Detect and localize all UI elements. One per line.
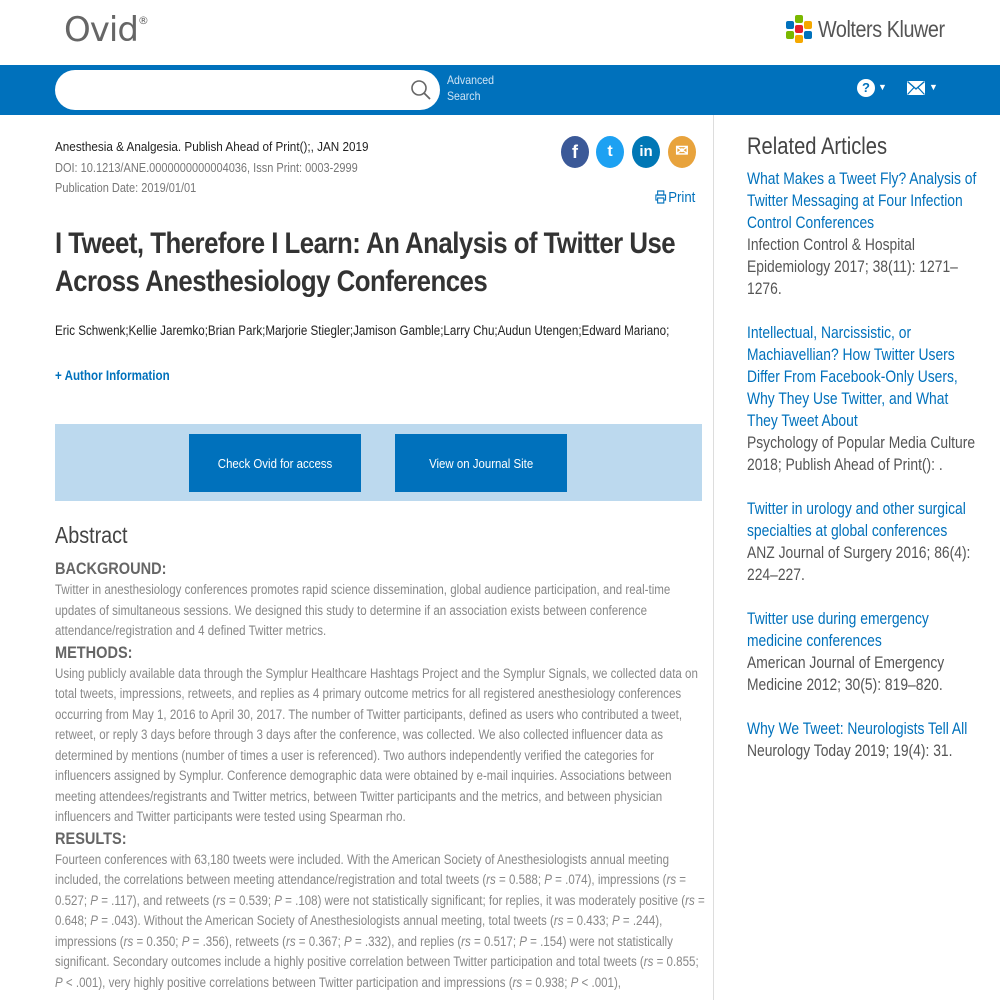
author-list: Eric Schwenk;Kellie Jaremko;Brian Park;Marjorie Stiegler;Jamison Gamble;Larry Chu;Audun Utengen;Edward Mariano; [55, 323, 670, 338]
related-article-link[interactable]: Twitter use during emergency medicine conferences [747, 610, 929, 650]
search-bar [0, 65, 1000, 115]
wolters-kluwer-logo[interactable] [786, 14, 965, 44]
help-icon[interactable]: ? [857, 79, 875, 97]
related-article-source: ANZ Journal of Surgery 2016; 86(4): 224–227. [747, 544, 971, 584]
sidebar-divider [713, 115, 714, 1000]
results-text: Fourteen conferences with 63,180 tweets were included. With the American Society of Anesthesiologists annual meeting included, the correlations between meeting attendance/registration and total tweets (rs = 0.588; P = .074), impressions (rs = 0.527; P = .117), and retweets (rs = 0.539; P = .108) were not statistically significant; for replies, it was moderately positive (rs = 0.648; P = .043). Without the American Society of Anesthesiologists annual meeting, total tweets (rs = 0.433; P = .244), impressions (rs = 0.350; P = .356), retweets (rs = 0.367; P = .332), and replies (rs = 0.517; P = .154) were not statistically significant. Secondary outcomes include a highly positive correlation between Twitter participation and total tweets (rs = 0.855; P < .001), very highly positive correlations between Twitter participation and impressions (rs = 0.938; P < .001), [55, 851, 705, 990]
print-button[interactable] [655, 189, 695, 206]
mail-icon[interactable] [907, 81, 925, 95]
related-articles-title: Related Articles [747, 133, 888, 160]
related-article-link[interactable]: Why We Tweet: Neurologists Tell All [747, 720, 968, 738]
help-caret-icon[interactable]: ▼ [878, 82, 887, 92]
printer-icon [655, 190, 666, 204]
search-box [55, 70, 440, 110]
related-article-source: Neurology Today 2019; 19(4): 31. [747, 742, 953, 760]
related-article [747, 498, 982, 586]
results-heading: RESULTS: [55, 828, 127, 848]
check-ovid-access-label: Check Ovid for access [217, 455, 333, 471]
view-journal-site-button[interactable] [395, 434, 567, 492]
view-journal-site-label: View on Journal Site [428, 455, 534, 471]
methods-heading: METHODS: [55, 642, 133, 662]
author-information-toggle[interactable]: + Author Information [55, 368, 170, 383]
related-article-link[interactable]: What Makes a Tweet Fly? Analysis of Twitter Messaging at Four Infection Control Conferences [747, 170, 977, 232]
journal-line: Anesthesia & Analgesia. Publish Ahead of Print();, JAN 2019 [55, 139, 369, 154]
ovid-logo[interactable] [64, 10, 149, 50]
top-header [0, 0, 1000, 65]
email-share-icon[interactable]: ✉ [668, 136, 696, 168]
check-ovid-access-button[interactable] [189, 434, 361, 492]
related-article [747, 322, 982, 476]
linkedin-share-icon[interactable]: in [632, 136, 660, 168]
related-articles-sidebar [747, 133, 982, 784]
related-article-source: Psychology of Popular Media Culture 2018; Publish Ahead of Print(): . [747, 434, 976, 474]
related-article [747, 608, 982, 696]
abstract-body [55, 558, 705, 993]
methods-text: Using publicly available data through the Symplur Healthcare Hashtags Project and the Symplur Signals, we collected data on total tweets, impressions, retweets, and replies as 4 primary outcome metrics for all registered anesthesiology conferences occurring from May 1, 2016 to April 30, 2017. The number of Twitter participants, defined as users who contributed a tweet, retweet, or reply 3 days before through 3 days after the conference, was collected. We also collected influencer data as determined by mentions (number of times a user is referenced). Two authors independently verified the categories for influencers assigned by Symplur. Conference demographic data were obtained by e-mail inquiries. Associations between meeting attendees/registrants and Twitter metrics, between Twitter participants and the metrics, and between physician influencers and Twitter participants were tested using Spearman rho. [55, 665, 698, 824]
search-input[interactable] [71, 78, 401, 102]
wolters-kluwer-name: Wolters Kluwer [818, 15, 945, 42]
twitter-share-icon[interactable]: t [596, 136, 624, 168]
mail-caret-icon[interactable]: ▼ [929, 82, 938, 92]
abstract-heading: Abstract [55, 522, 128, 548]
wolters-kluwer-mark-icon [786, 15, 812, 43]
related-article-source: American Journal of Emergency Medicine 2012; 30(5): 819–820. [747, 654, 945, 694]
related-article-link[interactable]: Intellectual, Narcissistic, or Machiavellian? How Twitter Users Differ From Facebook-Only Users, Why They Use Twitter, and What They Tweet About [747, 324, 958, 430]
related-article-source: Infection Control & Hospital Epidemiology 2017; 38(11): 1271–1276. [747, 236, 958, 298]
related-article [747, 168, 982, 300]
access-panel [55, 424, 702, 501]
ovid-logo-text: Ovid [64, 10, 138, 50]
background-heading: BACKGROUND: [55, 559, 167, 578]
ovid-registered-mark: ® [137, 14, 149, 27]
advanced-search-line1: Advanced [447, 73, 494, 87]
search-icon[interactable] [410, 79, 432, 101]
advanced-search-line2: Search [447, 89, 481, 103]
background-text: Twitter in anesthesiology conferences promotes rapid science dissemination, global audience participation, and real-time updates of simultaneous sessions. We designed this study to determine if an association exists between conference attendance/registration and 4 defined Twitter metrics. [55, 582, 671, 638]
related-article [747, 718, 982, 762]
advanced-search-link[interactable] [447, 72, 494, 104]
article-title: I Tweet, Therefore I Learn: An Analysis of Twitter Use Across Anesthesiology Conferences [55, 227, 676, 298]
facebook-share-icon[interactable]: f [561, 136, 589, 168]
doi-line: DOI: 10.1213/ANE.0000000000004036, Issn Print: 0003-2999 [55, 161, 358, 175]
related-article-link[interactable]: Twitter in urology and other surgical specialties at global conferences [747, 500, 966, 540]
publication-date: Publication Date: 2019/01/01 [55, 181, 197, 195]
print-label: Print [668, 189, 696, 206]
